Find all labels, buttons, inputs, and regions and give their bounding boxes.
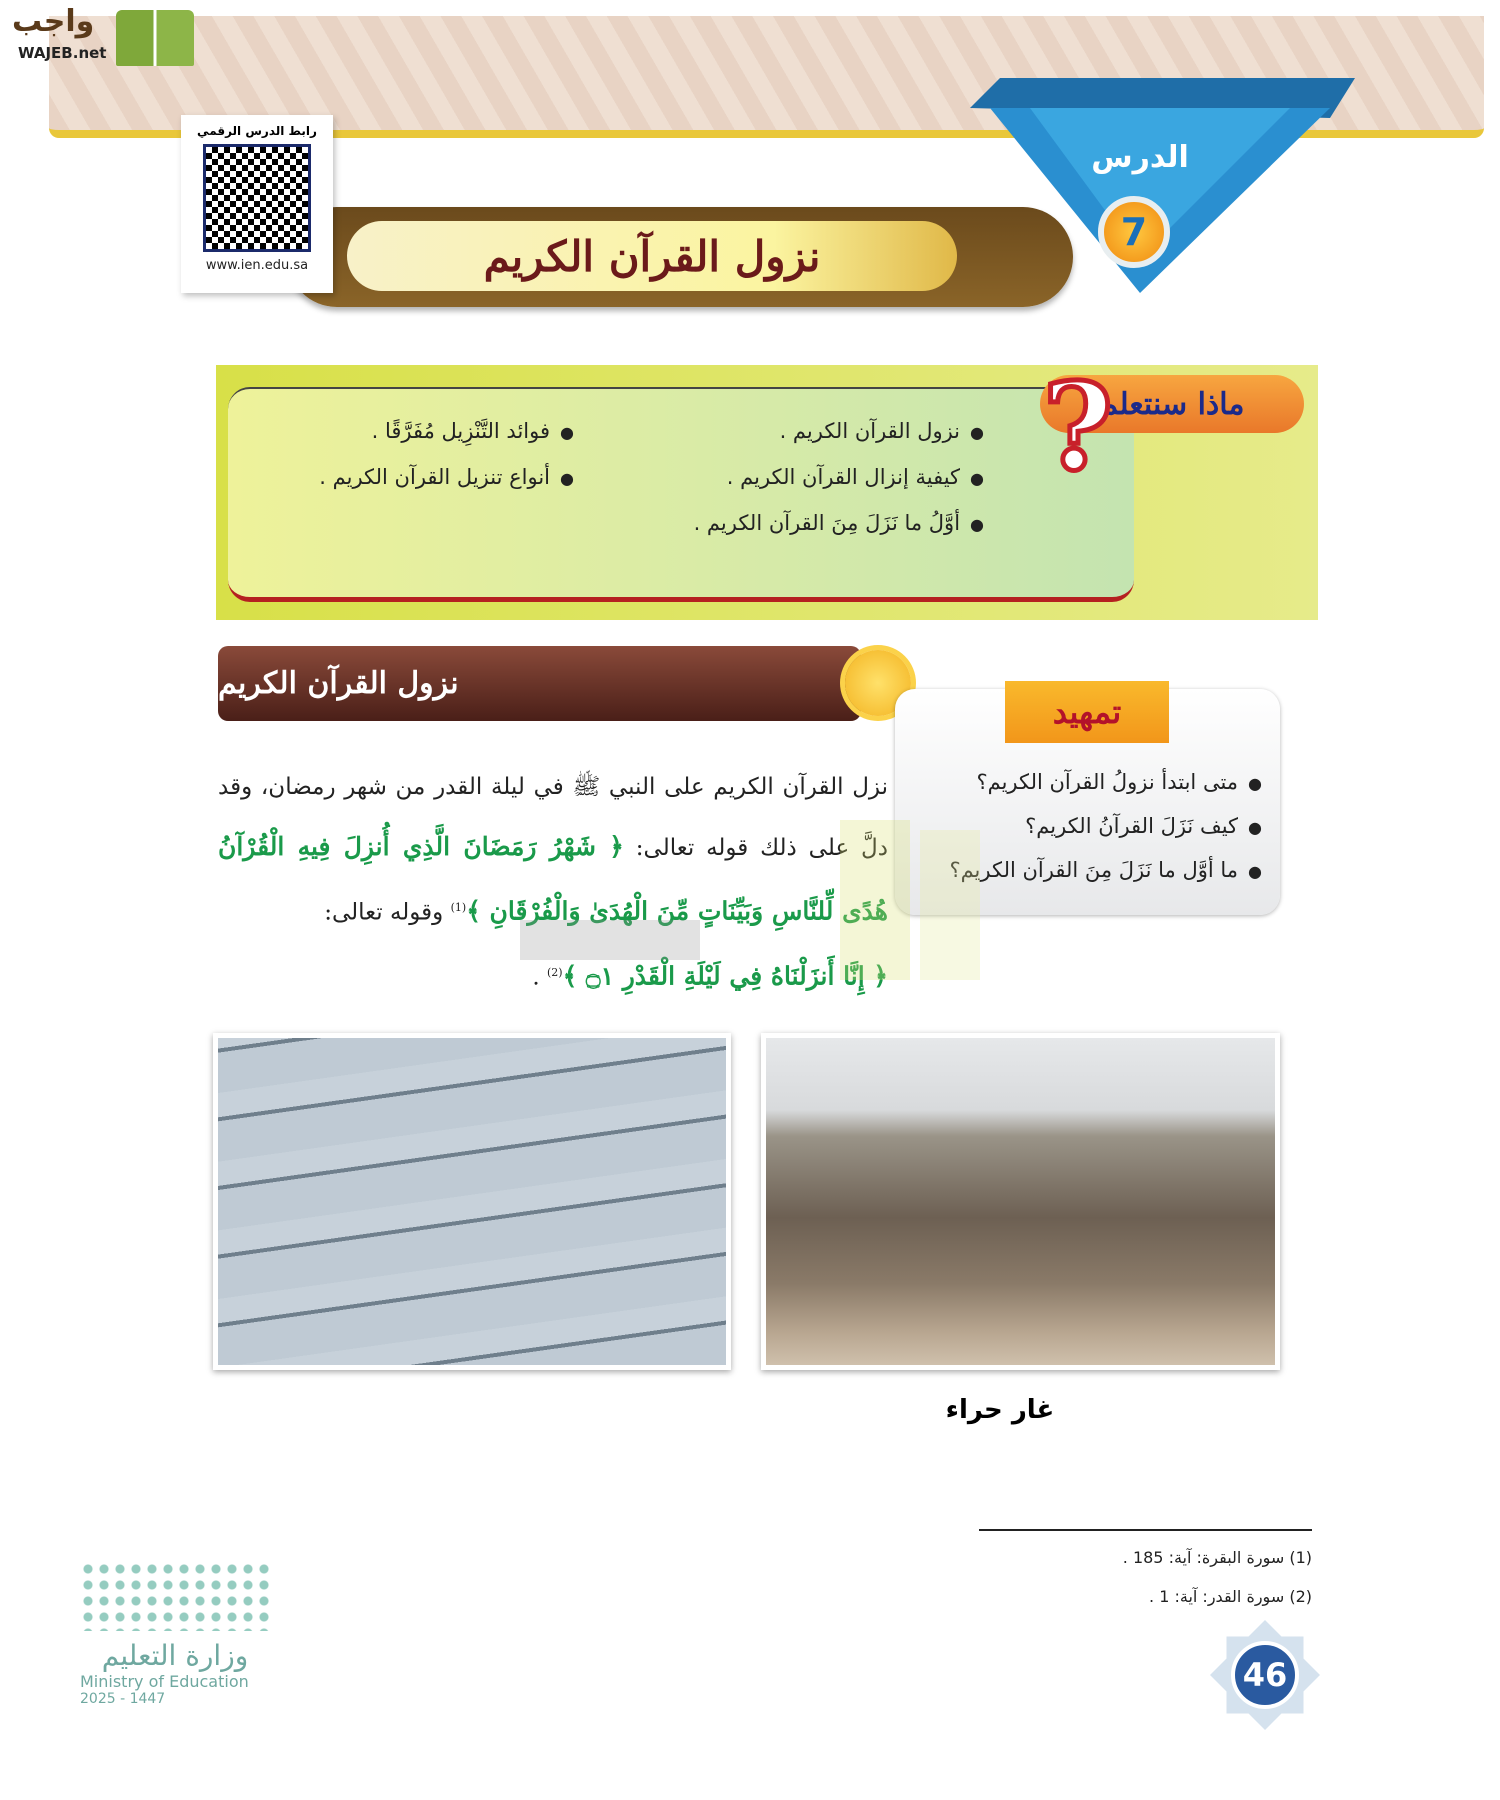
learn-title: ماذا سنتعلم: [1040, 375, 1304, 433]
ministry-year: 2025 - 1447: [80, 1691, 166, 1707]
qr-url[interactable]: www.ien.edu.sa: [205, 258, 309, 273]
intro-question: ● متى ابتدأ نزولُ القرآن الكريم؟: [949, 761, 1262, 805]
question-mark-icon: ?: [1042, 357, 1113, 498]
objective-item: ● أنواع تنزيل القرآن الكريم .: [319, 455, 574, 501]
learning-objectives-box: [216, 357, 1318, 620]
quran-page-photo: [213, 1033, 731, 1370]
page-number: 46: [1231, 1641, 1299, 1709]
footnote: (2) سورة القدر: آية: 1 .: [1149, 1587, 1312, 1606]
objective-item: ● كيفية إنزال القرآن الكريم .: [694, 455, 984, 501]
paragraph-text: نزل القرآن الكريم على النبي ﷺ في ليلة القدر من شهر رمضان، وقد دلَّ على ذلك قوله تعالى:: [218, 774, 888, 861]
footnote: (1) سورة البقرة: آية: 185 .: [1122, 1548, 1312, 1567]
wajeb-logo-en: WAJEB.net: [18, 44, 107, 62]
lesson-ribbon: [970, 78, 1355, 293]
section-paragraph: [218, 758, 888, 1007]
cave-hira-photo: [761, 1033, 1280, 1370]
intro-box: [895, 689, 1280, 915]
qr-card[interactable]: [181, 115, 333, 293]
objective-item: ● فوائد التَّنْزِيل مُفَرَّقًا .: [319, 409, 574, 455]
quran-verse: ﴿ إِنَّا أَنزَلْنَاهُ فِي لَيْلَةِ الْقَدْرِ ۝١ ﴾: [562, 961, 888, 991]
section-header: [218, 646, 861, 721]
lesson-number: 7: [1098, 196, 1170, 268]
quran-verse: ﴿ شَهْرُ رَمَضَانَ الَّذِي أُنزِلَ فِيهِ الْقُرْآنُ هُدًى لِّلنَّاسِ وَبَيِّنَاتٍ مِّنَ الْهُدَىٰ وَالْفُرْقَانِ ﴾: [218, 832, 888, 926]
qr-label: رابط الدرس الرقمي: [197, 124, 317, 138]
intro-questions: [949, 761, 1262, 893]
ministry-name-en: Ministry of Education: [80, 1672, 249, 1691]
paragraph-end: .: [532, 964, 547, 991]
lesson-title: نزول القرآن الكريم: [347, 221, 957, 291]
ministry-dots-icon: [80, 1561, 270, 1631]
ministry-name-ar: وزارة التعليم: [101, 1639, 249, 1672]
ministry-logo: [80, 1561, 270, 1707]
lesson-title-banner: [287, 207, 1073, 307]
objectives-list-left: [319, 409, 574, 501]
qr-code-icon[interactable]: [203, 144, 311, 252]
wajeb-logo-ar: واجب: [12, 4, 95, 39]
footnote-divider: [979, 1529, 1312, 1531]
objective-item: ● أوَّلُ ما نَزَلَ مِنَ القرآن الكريم .: [694, 501, 984, 547]
intro-title: تمهيد: [1005, 681, 1169, 743]
section-title: نزول القرآن الكريم: [218, 666, 459, 701]
lesson-label: الدرس: [1091, 140, 1189, 175]
photo-caption: غار حراء: [945, 1395, 1055, 1425]
footnote-ref[interactable]: (1): [450, 901, 467, 914]
paragraph-text: وقوله تعالى:: [324, 899, 451, 926]
book-icon: [116, 10, 194, 66]
intro-question: ● ما أوَّل ما نَزَلَ مِنَ القرآن الكريم؟: [949, 849, 1262, 893]
objective-item: ● نزول القرآن الكريم .: [694, 409, 984, 455]
footnote-ref[interactable]: (2): [546, 965, 563, 979]
objectives-list-right: [694, 409, 984, 547]
wajeb-logo: [8, 4, 193, 66]
intro-question: ● كيف نَزَلَ القرآنُ الكريم؟: [949, 805, 1262, 849]
